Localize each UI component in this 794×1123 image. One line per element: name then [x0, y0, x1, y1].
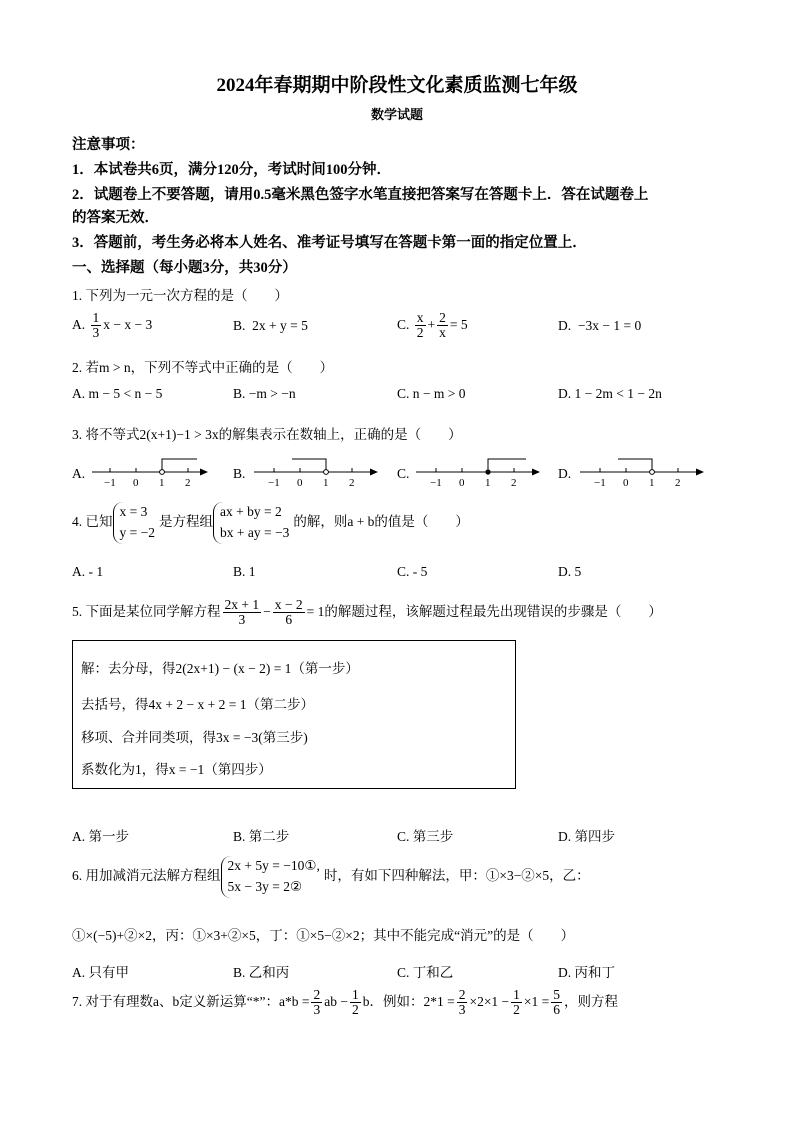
page-subtitle: 数学试题 [370, 107, 423, 122]
q5-option-d: D. 第四步 [558, 829, 615, 844]
question-6-stem: 6. 用加减消元法解方程组 2x + 5y = −10①, 5x − 3y = 2② 时，有如下四种解法，甲：①×3−②×5，乙： [72, 856, 590, 898]
tick-label: 2 [511, 477, 517, 488]
question-1-stem: 1. 下列为一元一次方程的是（ ） [72, 288, 288, 303]
q5-option-c: C. 第三步 [397, 829, 454, 844]
question-4-stem: 4. 已知 x = 3 y = −2 是方程组 ax + by = 2 bx + ay = −3 的解，则a + b的值是（ ） [72, 502, 469, 544]
q4-option-a: A. - 1 [72, 564, 104, 579]
tick-label: −1 [104, 477, 116, 488]
q2-option-b: B. −m > −n [233, 386, 296, 401]
q2-option-c: C. n − m > 0 [397, 386, 466, 401]
tick-label: 1 [485, 477, 491, 488]
solution-box [72, 640, 516, 789]
q1-option-b: B. 2x + y = 5 [233, 318, 308, 333]
tick-label: 2 [185, 477, 191, 488]
number-line-b [252, 452, 380, 488]
solution-step-4: 系数化为1，得x = −1（第四步） [81, 762, 272, 777]
note-2-cont: 的答案无效． [72, 210, 159, 226]
q1-option-a: A. $\frac{1}{3}$ x − x − 3 [72, 310, 153, 341]
q6-option-b: B. 乙和丙 [233, 965, 290, 980]
q4-option-b: B. 1 [233, 564, 256, 579]
solution-step-2: 去括号，得4x + 2 − x + 2 = 1（第二步） [81, 697, 314, 712]
q3-option-a-label: A. [72, 466, 86, 481]
solution-step-1: 解：去分母，得2(2x+1) − (x − 2) = 1（第一步） [81, 661, 359, 676]
question-3-stem: 3. 将不等式2(x+1)−1 > 3x的解集表示在数轴上，正确的是（ ） [72, 427, 462, 442]
tick-label: 2 [675, 477, 681, 488]
question-5-stem: 5. 下面是某位同学解方程 $\frac{2x + 1}{3}$ − $\frac{x - 2}{6}$ = 1的解题过程，该解题过程最先出现错误的步骤是（ ） [72, 597, 662, 628]
q2-option-d: D. 1 − 2m < 1 − 2n [558, 386, 662, 401]
number-line-a [90, 452, 210, 488]
note-2: 2．试题卷上不要答题，请用0.5毫米黑色签字水笔直接把答案写在答题卡上．答在试题卷上 [72, 187, 649, 203]
number-line-c [414, 452, 542, 488]
q6-option-d: D. 丙和丁 [558, 965, 615, 980]
q5-option-a: A. 第一步 [72, 829, 129, 844]
question-6-line-2: ①×(−5)+②×2，丙：①×3+②×5，丁：①×5−②×2；其中不能完成“消元”的是（ ） [72, 928, 575, 943]
question-2-stem: 2. 若m > n，下列不等式中正确的是（ ） [72, 360, 334, 375]
note-1: 1．本试卷共6页，满分120分，考试时间100分钟． [72, 162, 391, 178]
q4-option-d: D. 5 [558, 564, 582, 579]
notes-heading: 注意事项： [72, 137, 145, 153]
q3-option-d-label: D. [558, 466, 572, 481]
q3-option-c-label: C. [397, 466, 410, 481]
tick-label: 1 [323, 477, 329, 488]
number-line-d [578, 452, 706, 488]
q5-option-b: B. 第二步 [233, 829, 290, 844]
q6-option-a: A. 只有甲 [72, 965, 129, 980]
section-heading: 一、选择题（每小题3分，共30分） [72, 260, 297, 276]
tick-label: 1 [649, 477, 655, 488]
q1-option-c: C. $\frac{x}{2}$ + $\frac{2}{x}$ = 5 [397, 310, 468, 341]
question-7-stem: 7. 对于有理数a、b定义新运算“*”：a*b = $\frac{2}{3}$ ab − $\frac{1}{2}$ b．例如：2*1 = $\frac{2}{3}$ ×2×1 − $\frac{1}{2}$ ×1 = $\frac{5}{6}$ ，则方程 [72, 987, 619, 1018]
tick-label: −1 [430, 477, 442, 488]
tick-label: 2 [349, 477, 355, 488]
q1-option-d: D. −3x − 1 = 0 [558, 318, 642, 333]
q3-option-b-label: B. [233, 466, 246, 481]
q2-option-a: A. m − 5 < n − 5 [72, 386, 163, 401]
tick-label: −1 [268, 477, 280, 488]
q4-option-c: C. - 5 [397, 564, 428, 579]
tick-label: 0 [297, 477, 303, 488]
tick-label: 1 [159, 477, 165, 488]
note-3: 3．答题前，考生务必将本人姓名、准考证号填写在答题卡第一面的指定位置上． [72, 235, 587, 251]
tick-label: −1 [594, 477, 606, 488]
tick-label: 0 [133, 477, 139, 488]
q6-option-c: C. 丁和乙 [397, 965, 454, 980]
tick-label: 0 [459, 477, 465, 488]
solution-step-3: 移项、合并同类项，得3x = −3(第三步) [81, 730, 308, 745]
tick-label: 0 [623, 477, 629, 488]
page-title: 2024年春期期中阶段性文化素质监测七年级 [216, 75, 578, 96]
